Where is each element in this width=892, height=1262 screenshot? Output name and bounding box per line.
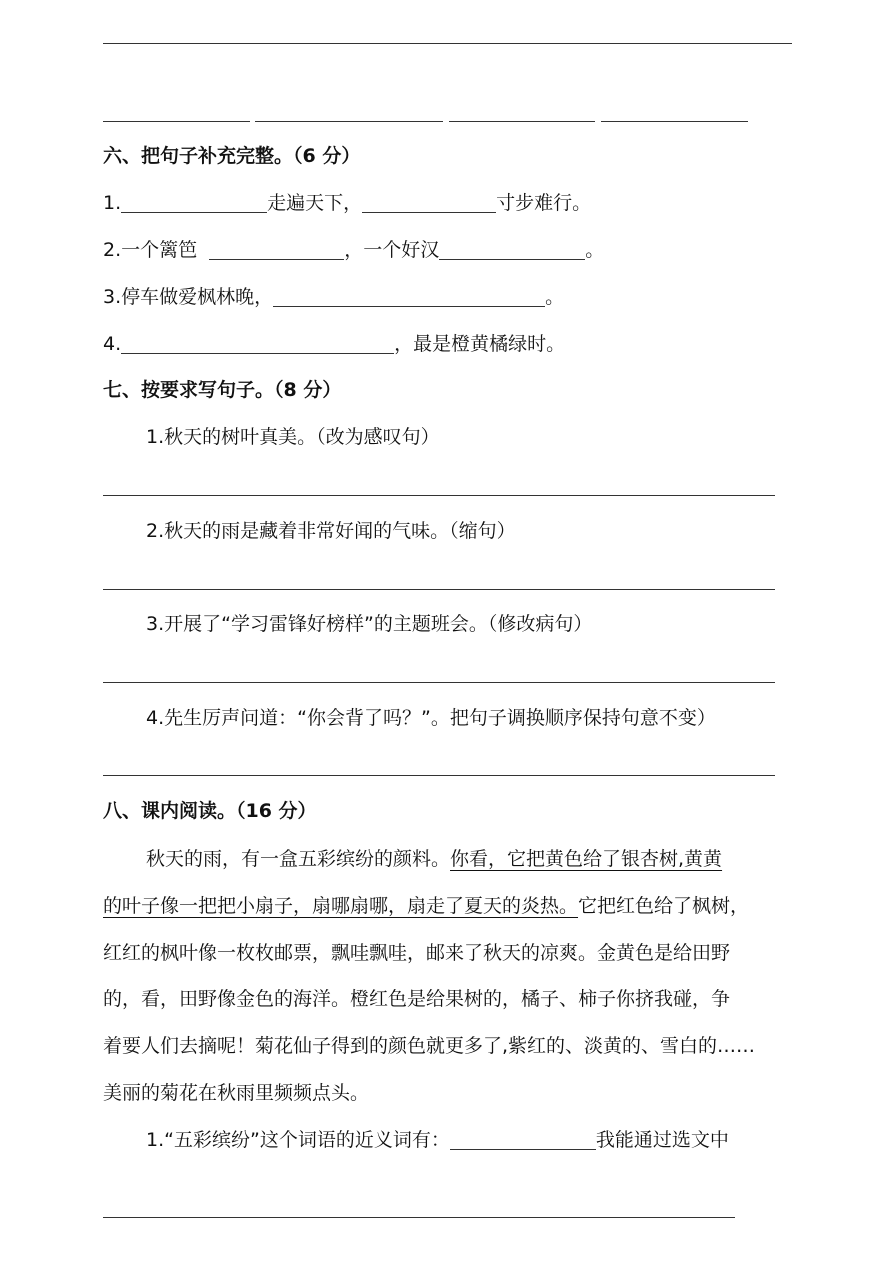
answer-line[interactable] bbox=[103, 682, 775, 683]
answer-blank-line[interactable] bbox=[103, 121, 250, 122]
s8-question-1 bbox=[146, 1127, 729, 1153]
s7-item-4: 4.先生厉声问道：“你会背了吗？”。把句子调换顺序保持句意不变） bbox=[146, 707, 716, 729]
fill-blank[interactable] bbox=[439, 239, 585, 260]
s6-item-2 bbox=[103, 237, 604, 263]
question-text: 1.“五彩缤纷”这个词语的近义词有： bbox=[146, 1129, 450, 1151]
s6-item-4 bbox=[103, 331, 565, 357]
fill-blank[interactable] bbox=[273, 286, 545, 307]
passage-line-1 bbox=[146, 846, 722, 872]
s7-item-1: 1.秋天的树叶真美。（改为感叹句） bbox=[146, 426, 440, 448]
item-number: 3. bbox=[103, 286, 122, 308]
passage-underlined-text: 你看，它把黄色给了银杏树,黄黄 bbox=[450, 848, 723, 870]
item-text: 一个篱笆 bbox=[121, 239, 198, 261]
answer-blank-line[interactable] bbox=[449, 121, 595, 122]
answer-line[interactable] bbox=[103, 775, 775, 776]
item-number: 1. bbox=[103, 192, 122, 214]
passage-line-6: 美丽的菊花在秋雨里频频点头。 bbox=[103, 1082, 370, 1104]
passage-text: 它把红色给了枫树， bbox=[578, 895, 750, 917]
fill-blank[interactable] bbox=[450, 1129, 596, 1150]
header-rule bbox=[103, 43, 792, 44]
fill-blank[interactable] bbox=[121, 333, 394, 354]
fill-blank[interactable] bbox=[209, 239, 344, 260]
item-text: 。 bbox=[545, 286, 565, 308]
section-6-title: 六、把句子补充完整。（6 分） bbox=[103, 145, 361, 167]
section-8-title: 八、课内阅读。（16 分） bbox=[103, 800, 317, 822]
item-text: 。 bbox=[585, 239, 605, 261]
section-7-title: 七、按要求写句子。（8 分） bbox=[103, 379, 342, 401]
passage-line-4: 的，看，田野像金色的海洋。橙红色是给果树的，橘子、柿子你挤我碰，争 bbox=[103, 988, 731, 1010]
s7-item-3: 3.开展了“学习雷锋好榜样”的主题班会。（修改病句） bbox=[146, 613, 593, 635]
answer-line[interactable] bbox=[103, 589, 775, 590]
item-number: 4. bbox=[103, 333, 122, 355]
question-text: 我能通过选文中 bbox=[595, 1129, 729, 1151]
item-number: 2. bbox=[103, 239, 122, 261]
s7-item-2: 2.秋天的雨是藏着非常好闻的气味。（缩句） bbox=[146, 520, 516, 542]
fill-blank[interactable] bbox=[121, 192, 267, 213]
answer-line[interactable] bbox=[103, 495, 775, 496]
item-text: ，最是橙黄橘绿时。 bbox=[394, 333, 566, 355]
passage-line-2 bbox=[103, 893, 749, 919]
s6-item-3 bbox=[103, 284, 564, 310]
item-text: 停车做爱枫林晚， bbox=[121, 286, 274, 308]
item-text: 走遍天下， bbox=[267, 192, 363, 214]
passage-underlined-text: 的叶子像一把把小扇子，扇哪扇哪，扇走了夏天的炎热。 bbox=[103, 895, 579, 917]
s6-item-1 bbox=[103, 190, 591, 216]
answer-line[interactable] bbox=[103, 1217, 735, 1218]
fill-blank[interactable] bbox=[362, 192, 496, 213]
answer-blank-line[interactable] bbox=[601, 121, 748, 122]
passage-line-3: 红红的枫叶像一枚枚邮票，飘哇飘哇，邮来了秋天的凉爽。金黄色是给田野 bbox=[103, 942, 731, 964]
item-text: ，一个好汉 bbox=[344, 239, 440, 261]
item-text: 寸步难行。 bbox=[496, 192, 592, 214]
passage-text: 秋天的雨，有一盒五彩缤纷的颜料。 bbox=[146, 848, 451, 870]
answer-blank-line[interactable] bbox=[255, 121, 443, 122]
passage-line-5: 着要人们去摘呢！菊花仙子得到的颜色就更多了,紫红的、淡黄的、雪白的…… bbox=[103, 1035, 756, 1057]
